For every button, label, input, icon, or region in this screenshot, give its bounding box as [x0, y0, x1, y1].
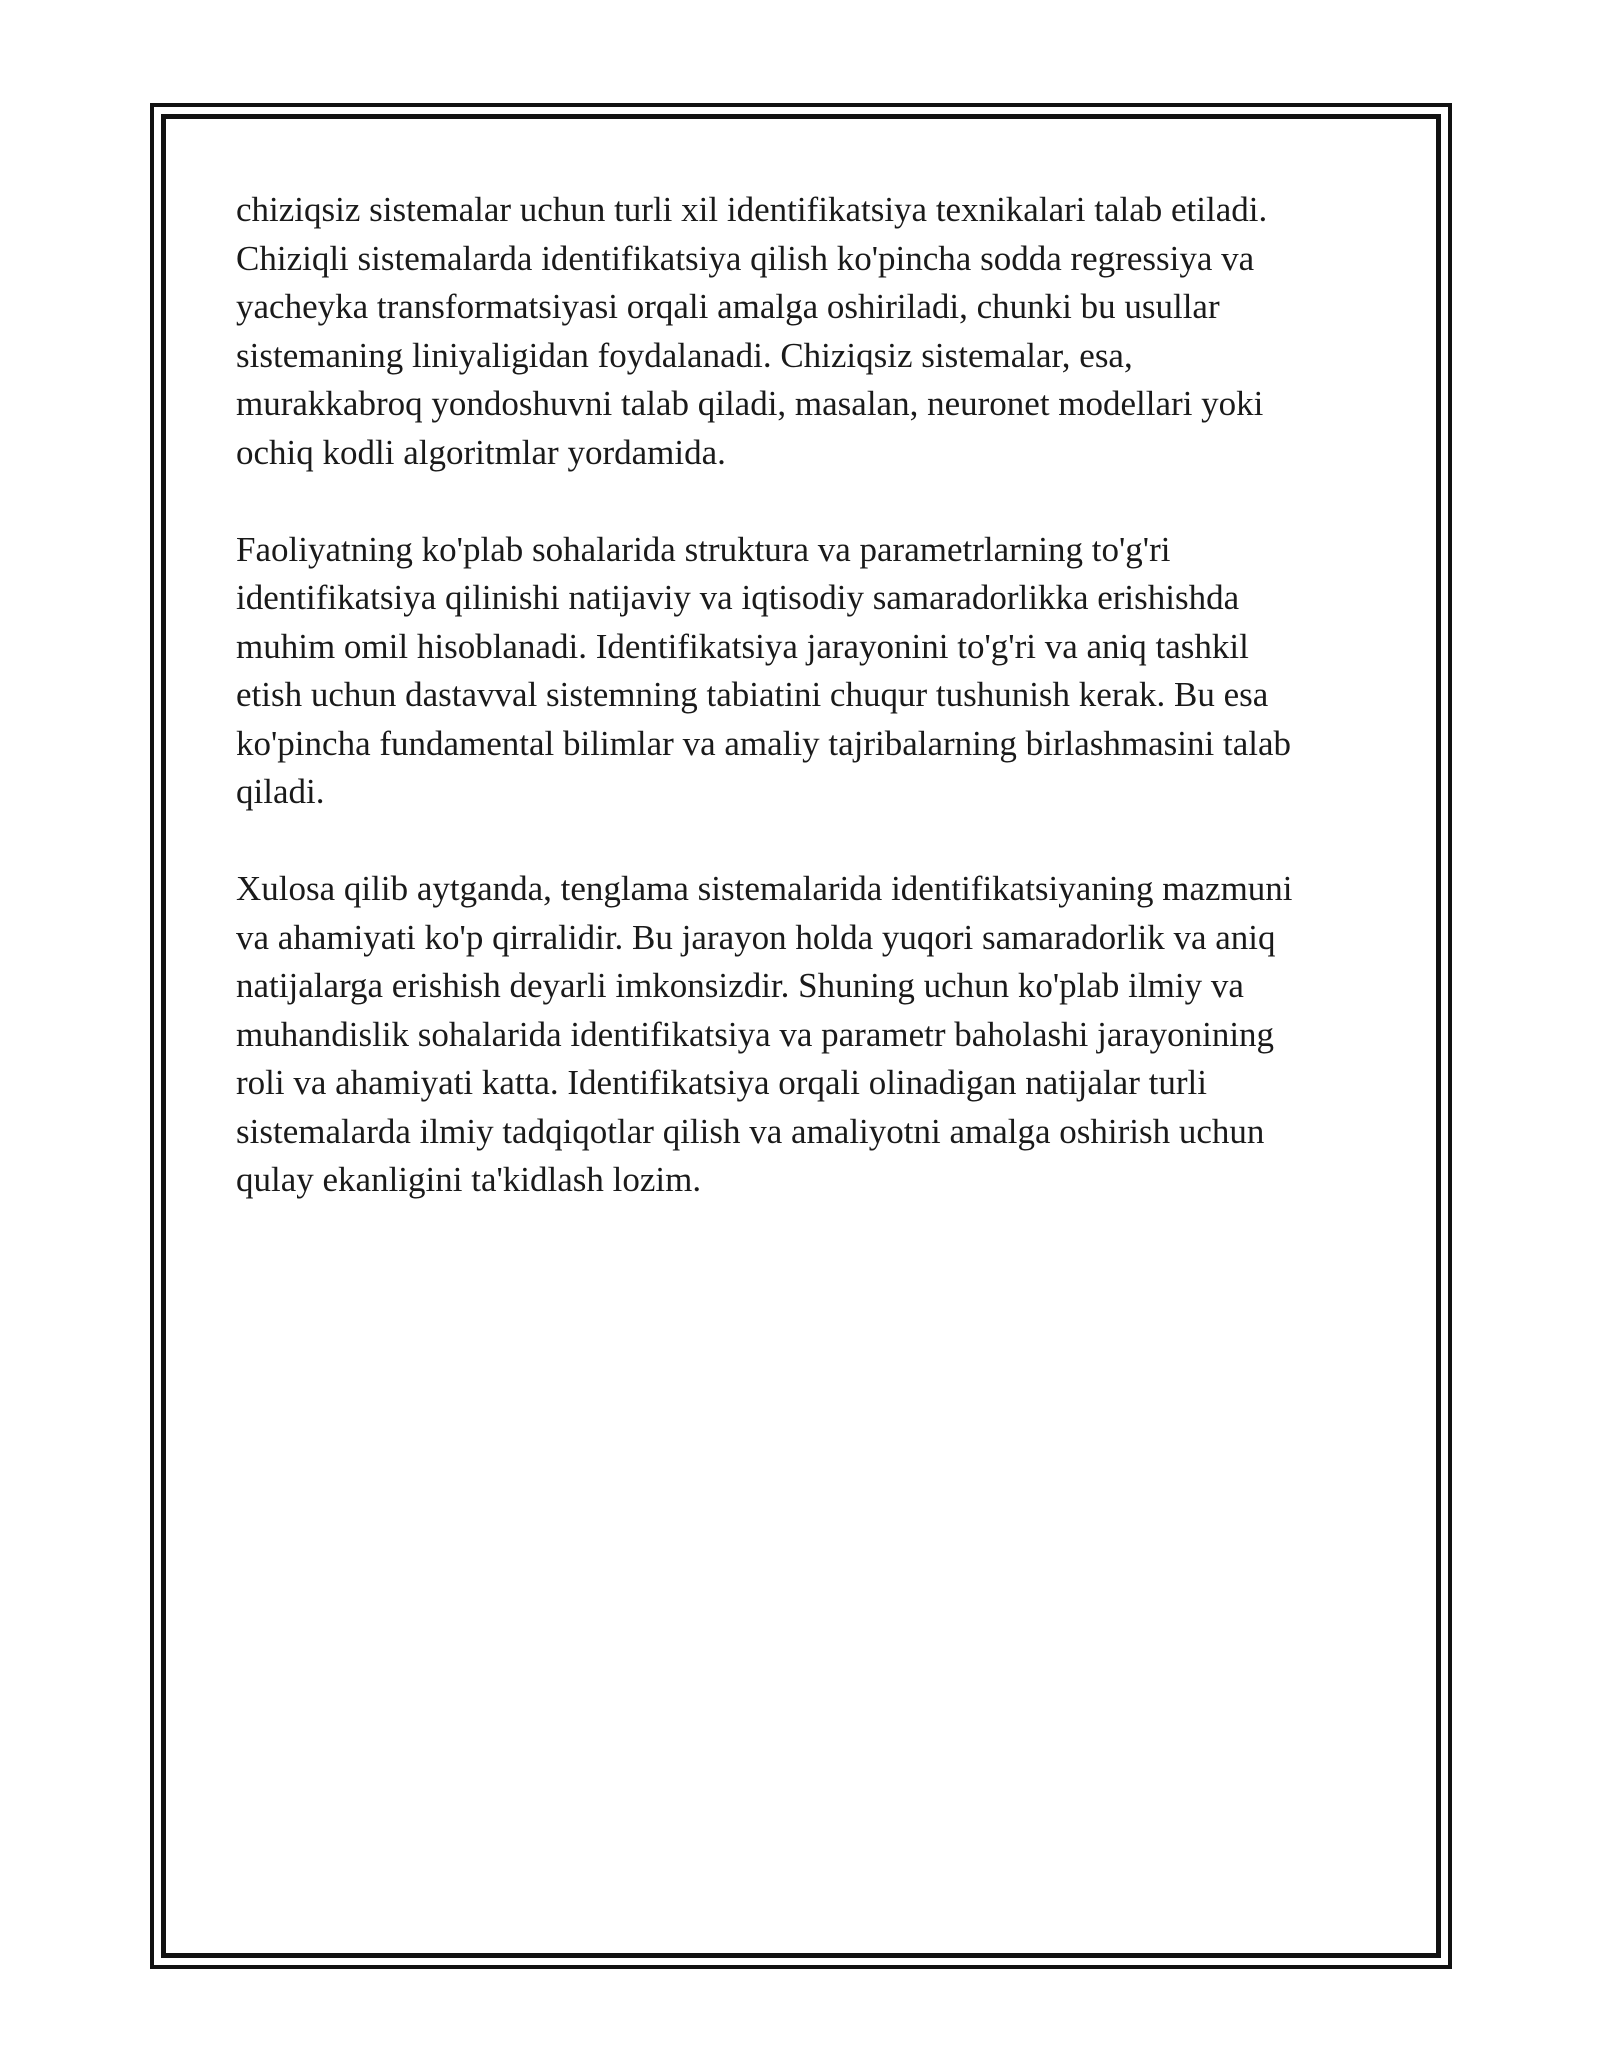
text-line: murakkabroq yondoshuvni talab qiladi, masalan, neuronet modellari yoki — [236, 384, 1264, 423]
text-line: muhim omil hisoblanadi. Identifikatsiya jarayonini to'g'ri va aniq tashkil — [236, 626, 1249, 666]
text-line: sistemaning liniyaligidan foydalanadi. Chiziqsiz sistemalar, esa, — [236, 335, 1133, 375]
text-line: etish uchun dastavval sistemning tabiatini chuqur tushunish kerak. Bu esa — [236, 675, 1269, 714]
paragraph-2 — [236, 526, 1356, 817]
text-line: yacheyka transformatsiyasi orqali amalga oshiriladi, chunki bu usullar — [236, 287, 1220, 326]
text-line: ko'pincha fundamental bilimlar va amaliy tajribalarning birlashmasini talab — [236, 723, 1292, 763]
paragraph-1 — [236, 186, 1356, 477]
text-line: Faoliyatning ko'plab sohalarida struktura va parametrlarning to'g'ri — [236, 529, 1171, 569]
text-line: Chiziqli sistemalarda identifikatsiya qilish ko'pincha sodda regressiya va — [236, 238, 1255, 278]
document-body — [236, 186, 1356, 1253]
text-line: qulay ekanligini ta'kidlash lozim. — [236, 1160, 702, 1199]
text-line: muhandislik sohalarida identifikatsiya va parametr baholashi jarayonining — [236, 1014, 1275, 1054]
text-line: ochiq kodli algoritmlar yordamida. — [236, 432, 726, 472]
text-line: sistemalarda ilmiy tadqiqotlar qilish va amaliyotni amalga oshirish uchun — [236, 1111, 1265, 1151]
text-line: Xulosa qilib aytganda, tenglama sistemalarida identifikatsiyaning mazmuni — [236, 869, 1293, 908]
text-line: natijalarga erishish deyarli imkonsizdir. Shuning uchun ko'plab ilmiy va — [236, 966, 1244, 1005]
text-line: va ahamiyati ko'p qirralidir. Bu jarayon holda yuqori samaradorlik va aniq — [236, 917, 1276, 957]
text-line: identifikatsiya qilinishi natijaviy va iqtisodiy samaradorlikka erishishda — [236, 578, 1240, 617]
text-line: roli va ahamiyati katta. Identifikatsiya orqali olinadigan natijalar turli — [236, 1063, 1207, 1102]
text-line: qiladi. — [236, 772, 325, 811]
text-line: chiziqsiz sistemalar uchun turli xil identifikatsiya texnikalari talab etiladi. — [236, 190, 1268, 229]
paragraph-3 — [236, 865, 1356, 1205]
